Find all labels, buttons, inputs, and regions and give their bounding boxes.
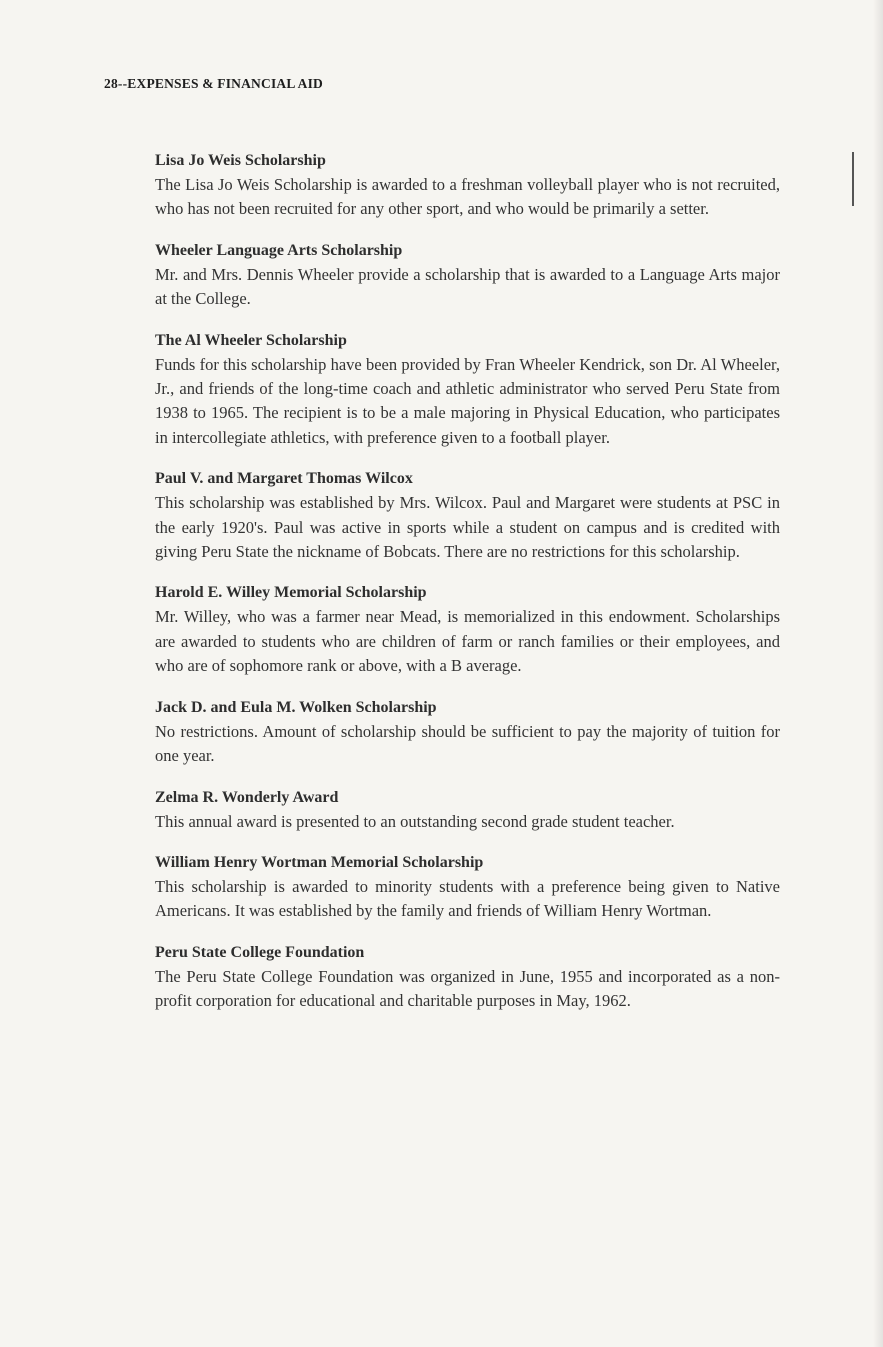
entry-wortman-memorial xyxy=(155,852,780,924)
entry-wheeler-language-arts xyxy=(155,240,780,312)
entry-body: Mr. Willey, who was a farmer near Mead, is memorialized in this endowment. Scholarships are awarded to students who are children of farm or ranch families or their employees, and who are of sophomore rank or above, with a B average. xyxy=(155,607,780,676)
entry-wolken-scholarship xyxy=(155,697,780,769)
entry-body: Funds for this scholarship have been provided by Fran Wheeler Kendrick, son Dr. Al Wheeler, Jr., and friends of the long-time coach and athletic administrator who served Peru State from 1938 to 1965. The recipient is to be a male majoring in Physical Education, who participates in intercollegiate athletics, with preference given to a football player. xyxy=(155,354,780,447)
entry-body: Mr. and Mrs. Dennis Wheeler provide a scholarship that is awarded to a Language Arts major at the College. xyxy=(155,264,780,309)
entry-title: Zelma R. Wonderly Award xyxy=(155,788,339,806)
entry-title: Paul V. and Margaret Thomas Wilcox xyxy=(155,470,413,488)
entry-title: Wheeler Language Arts Scholarship xyxy=(155,241,403,259)
entry-title: Lisa Jo Weis Scholarship xyxy=(155,152,326,169)
entry-body: The Lisa Jo Weis Scholarship is awarded to a freshman volleyball player who is not recruited, who has not been recruited for any other sport, and who would be primarily a setter. xyxy=(155,175,780,219)
entry-wilcox-scholarship xyxy=(155,468,780,564)
running-head: 28--EXPENSES & FINANCIAL AID xyxy=(104,76,324,91)
page-content xyxy=(155,150,780,1032)
entry-title: Harold E. Willey Memorial Scholarship xyxy=(155,584,427,602)
entry-weis-scholarship xyxy=(155,150,780,222)
margin-mark xyxy=(852,152,854,206)
entry-wonderly-award xyxy=(155,787,780,834)
entry-title: William Henry Wortman Memorial Scholarship xyxy=(155,853,484,871)
entry-willey-memorial xyxy=(155,582,780,678)
entry-title: The Al Wheeler Scholarship xyxy=(155,331,347,349)
entry-body: The Peru State College Foundation was organized in June, 1955 and incorporated as a non-profit corporation for educational and charitable purposes in May, 1962. xyxy=(155,966,780,1011)
entry-body: This scholarship was established by Mrs. Wilcox. Paul and Margaret were students at PSC in the early 1920's. Paul was active in sports while a student on campus and is credited with giving Peru State the nickname of Bobcats. There are no restrictions for this scholarship. xyxy=(155,493,780,562)
entry-psc-foundation xyxy=(155,942,780,1014)
entry-body: This annual award is presented to an outstanding second grade student teacher. xyxy=(155,811,675,831)
page-edge-shadow xyxy=(873,0,883,1347)
entry-title: Jack D. and Eula M. Wolken Scholarship xyxy=(155,698,437,716)
entry-body: No restrictions. Amount of scholarship should be sufficient to pay the majority of tuition for one year. xyxy=(155,721,780,766)
entry-body: This scholarship is awarded to minority students with a preference being given to Native Americans. It was established by the family and friends of William Henry Wortman. xyxy=(155,876,780,921)
entry-title: Peru State College Foundation xyxy=(155,943,365,961)
entry-al-wheeler-scholarship xyxy=(155,330,780,451)
